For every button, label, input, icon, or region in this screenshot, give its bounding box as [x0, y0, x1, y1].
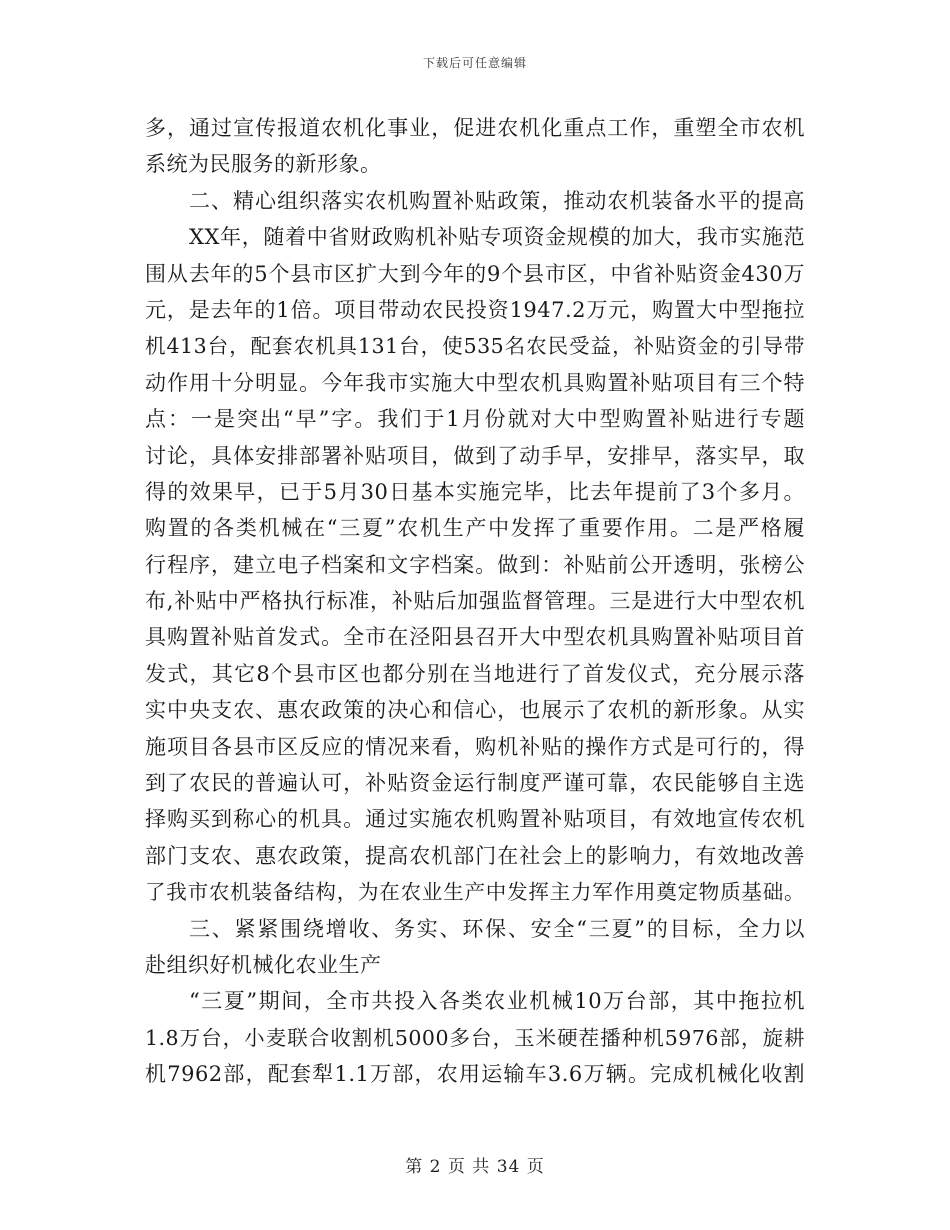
text-line: 讨论，具体安排部署补贴项目，做到了动手早，安排早，落实早，取 [145, 443, 805, 468]
text-line: 动作用十分明显。今年我市实施大中型农机具购置补贴项目有三个特 [145, 370, 805, 395]
text-line: 围从去年的5个县市区扩大到今年的9个县市区，中省补贴资金430万 [145, 261, 805, 286]
text-line: 施项目各县市区反应的情况来看，购机补贴的操作方式是可行的，得 [145, 734, 805, 759]
text-line: 到了农民的普遍认可，补贴资金运行制度严谨可靠，农民能够自主选 [145, 771, 805, 796]
text-line: 点：一是突出“早”字。我们于1月份就对大中型购置补贴进行专题 [145, 407, 805, 432]
text-line: XX年，随着中省财政购机补贴专项资金规模的加大，我市实施范 [189, 225, 805, 250]
text-line: 1.8万台，小麦联合收割机5000多台，玉米硬茬播种机5976部，旋耕 [145, 1025, 805, 1050]
text-line: “三夏”期间，全市共投入各类农业机械10万台部，其中拖拉机 [189, 989, 805, 1014]
page-footer: 第 2 页 共 34 页 [405, 1157, 545, 1177]
text-line: 得的效果早，已于5月30日基本实施完毕，比去年提前了3个多月。 [145, 479, 805, 504]
text-line: 布,补贴中严格执行标准，补贴后加强监督管理。三是进行大中型农机 [145, 589, 805, 614]
text-line: 机413台，配套农机具131台，使535名农民受益，补贴资金的引导带 [145, 334, 805, 359]
text-line: 多，通过宣传报道农机化事业，促进农机化重点工作，重塑全市农机 [145, 116, 805, 140]
text-line: 元，是去年的1倍。项目带动农民投资1947.2万元，购置大中型拖拉 [145, 297, 805, 322]
text-line: 三、紧紧围绕增收、务实、环保、安全“三夏”的目标，全力以 [189, 916, 805, 941]
text-line: 行程序，建立电子档案和文字档案。做到：补贴前公开透明，张榜公 [145, 552, 805, 577]
text-line: 实中央支农、惠农政策的决心和信心，也展示了农机的新形象。从实 [145, 698, 805, 723]
text-line: 系统为民服务的新形象。 [145, 152, 382, 177]
text-line: 购置的各类机械在“三夏”农机生产中发挥了重要作用。二是严格履 [145, 516, 805, 541]
text-line: 具购置补贴首发式。全市在泾阳县召开大中型农机具购置补贴项目首 [145, 625, 805, 650]
text-line: 赴组织好机械化农业生产 [145, 952, 382, 977]
page-header: 下载后可任意编辑 [422, 56, 527, 70]
text-line: 发式，其它8个县市区也都分别在当地进行了首发仪式，充分展示落 [145, 661, 805, 686]
text-line: 部门支农、惠农政策，提高农机部门在社会上的影响力，有效地改善 [145, 843, 805, 868]
text-line: 择购买到称心的机具。通过实施农机购置补贴项目，有效地宣传农机 [145, 807, 805, 832]
document-body [145, 110, 805, 1093]
text-line: 了我市农机装备结构，为在农业生产中发挥主力军作用奠定物质基础。 [145, 880, 805, 905]
text-line: 机7962部，配套犁1.1万部，农用运输车3.6万辆。完成机械化收割 [145, 1062, 805, 1087]
text-line: 二、精心组织落实农机购置补贴政策，推动农机装备水平的提高 [189, 188, 805, 213]
